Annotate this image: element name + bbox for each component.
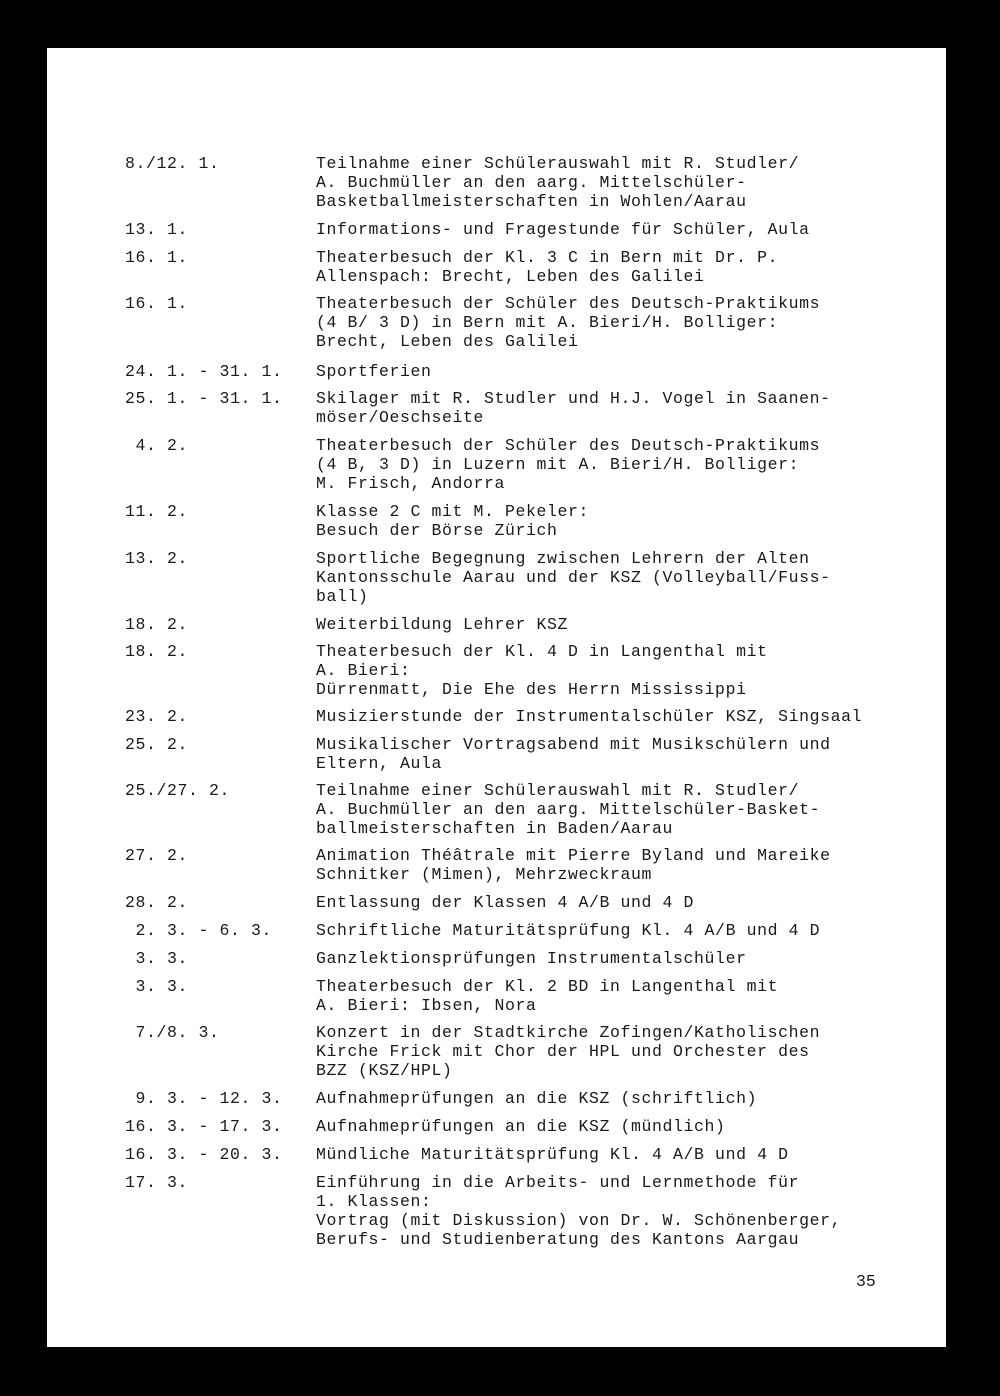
entry-description [316,615,936,634]
page-number: 35 [856,1272,876,1291]
description-line: A. Buchmüller an den aarg. Mittelschüler-Basket- [316,800,821,819]
description-line: Aufnahmeprüfungen an die KSZ (schriftlich) [316,1089,758,1108]
entry-description [316,502,936,540]
description-line: ball) [316,587,369,606]
entry-date: 16. 3. - 20. 3. [125,1145,283,1164]
description-line: (4 B, 3 D) in Luzern mit A. Bieri/H. Bolliger: [316,455,800,474]
entry-date: 25./27. 2. [125,781,231,800]
description-line: Schnitker (Mimen), Mehrzweckraum [316,865,653,884]
description-line: Sportferien [316,362,432,381]
entry-description [316,1089,936,1108]
document-page [47,48,946,1347]
description-line: Weiterbildung Lehrer KSZ [316,615,569,634]
entry-description [316,436,936,493]
description-line: Schriftliche Maturitätsprüfung Kl. 4 A/B und 4 D [316,921,821,940]
entry-date: 18. 2. [125,642,189,661]
description-line: A. Bieri: Ibsen, Nora [316,996,537,1015]
description-line: Basketballmeisterschaften in Wohlen/Aarau [316,192,747,211]
description-line: Theaterbesuch der Kl. 3 C in Bern mit Dr. P. [316,248,779,267]
entry-date: 27. 2. [125,846,189,865]
entry-date: 4. 2. [125,436,189,455]
entry-date: 7./8. 3. [125,1023,220,1042]
description-line: Animation Théâtrale mit Pierre Byland und Mareike [316,846,831,865]
description-line: BZZ (KSZ/HPL) [316,1061,453,1080]
description-line: Theaterbesuch der Kl. 2 BD in Langenthal mit [316,977,779,996]
description-line: Sportliche Begegnung zwischen Lehrern der Alten [316,549,810,568]
entry-description [316,220,936,239]
entry-description [316,1117,936,1136]
description-line: M. Frisch, Andorra [316,474,506,493]
entry-date: 3. 3. [125,949,189,968]
description-line: Musikalischer Vortragsabend mit Musikschülern und [316,735,831,754]
description-line: A. Bieri: [316,661,411,680]
entry-description [316,362,936,381]
entry-description [316,1173,936,1249]
description-line: Theaterbesuch der Schüler des Deutsch-Praktikums [316,294,821,313]
description-line: Ganzlektionsprüfungen Instrumentalschüler [316,949,747,968]
entry-description [316,846,936,884]
description-line: ballmeisterschaften in Baden/Aarau [316,819,674,838]
description-line: Vortrag (mit Diskussion) von Dr. W. Schönenberger, [316,1211,842,1230]
entry-description [316,949,936,968]
description-line: Aufnahmeprüfungen an die KSZ (mündlich) [316,1117,726,1136]
description-line: Informations- und Fragestunde für Schüler, Aula [316,220,810,239]
entry-date: 11. 2. [125,502,189,521]
entry-description [316,1145,936,1164]
entry-description [316,549,936,606]
description-line: Dürrenmatt, Die Ehe des Herrn Mississippi [316,680,747,699]
entry-description [316,154,936,211]
entry-description [316,248,936,286]
entry-date: 13. 1. [125,220,189,239]
entry-description [316,893,936,912]
description-line: Brecht, Leben des Galilei [316,332,579,351]
description-line: Theaterbesuch der Schüler des Deutsch-Praktikums [316,436,821,455]
entry-date: 9. 3. - 12. 3. [125,1089,283,1108]
entry-date: 25. 1. - 31. 1. [125,389,283,408]
entry-date: 28. 2. [125,893,189,912]
entry-description [316,389,936,427]
entry-date: 24. 1. - 31. 1. [125,362,283,381]
description-line: Konzert in der Stadtkirche Zofingen/Katholischen [316,1023,821,1042]
entry-date: 16. 3. - 17. 3. [125,1117,283,1136]
description-line: Teilnahme einer Schülerauswahl mit R. Studler/ [316,154,800,173]
description-line: Eltern, Aula [316,754,443,773]
description-line: Mündliche Maturitätsprüfung Kl. 4 A/B und 4 D [316,1145,789,1164]
description-line: Theaterbesuch der Kl. 4 D in Langenthal mit [316,642,768,661]
entry-date: 13. 2. [125,549,189,568]
entry-description [316,781,936,838]
entry-description [316,921,936,940]
entry-date: 17. 3. [125,1173,189,1192]
entry-date: 16. 1. [125,248,189,267]
description-line: Kantonsschule Aarau und der KSZ (Volleyball/Fuss- [316,568,831,587]
entry-description [316,1023,936,1080]
description-line: Teilnahme einer Schülerauswahl mit R. Studler/ [316,781,800,800]
description-line: 1. Klassen: [316,1192,432,1211]
entry-date: 3. 3. [125,977,189,996]
description-line: Einführung in die Arbeits- und Lernmethode für [316,1173,800,1192]
description-line: Kirche Frick mit Chor der HPL und Orchester des [316,1042,810,1061]
entry-description [316,977,936,1015]
description-line: (4 B/ 3 D) in Bern mit A. Bieri/H. Bolliger: [316,313,779,332]
description-line: A. Buchmüller an den aarg. Mittelschüler- [316,173,747,192]
description-line: Musizierstunde der Instrumentalschüler KSZ, Singsaal [316,707,863,726]
description-line: Allenspach: Brecht, Leben des Galilei [316,267,705,286]
entry-date: 23. 2. [125,707,189,726]
description-line: Skilager mit R. Studler und H.J. Vogel in Saanen- [316,389,831,408]
entry-description [316,735,936,773]
entry-description [316,707,936,726]
description-line: möser/Oeschseite [316,408,485,427]
entry-date: 8./12. 1. [125,154,220,173]
description-line: Entlassung der Klassen 4 A/B und 4 D [316,893,695,912]
entry-date: 25. 2. [125,735,189,754]
entry-description [316,294,936,351]
description-line: Besuch der Börse Zürich [316,521,558,540]
entry-description [316,642,936,699]
description-line: Klasse 2 C mit M. Pekeler: [316,502,590,521]
entry-date: 16. 1. [125,294,189,313]
entry-date: 18. 2. [125,615,189,634]
description-line: Berufs- und Studienberatung des Kantons Aargau [316,1230,800,1249]
entry-date: 2. 3. - 6. 3. [125,921,273,940]
